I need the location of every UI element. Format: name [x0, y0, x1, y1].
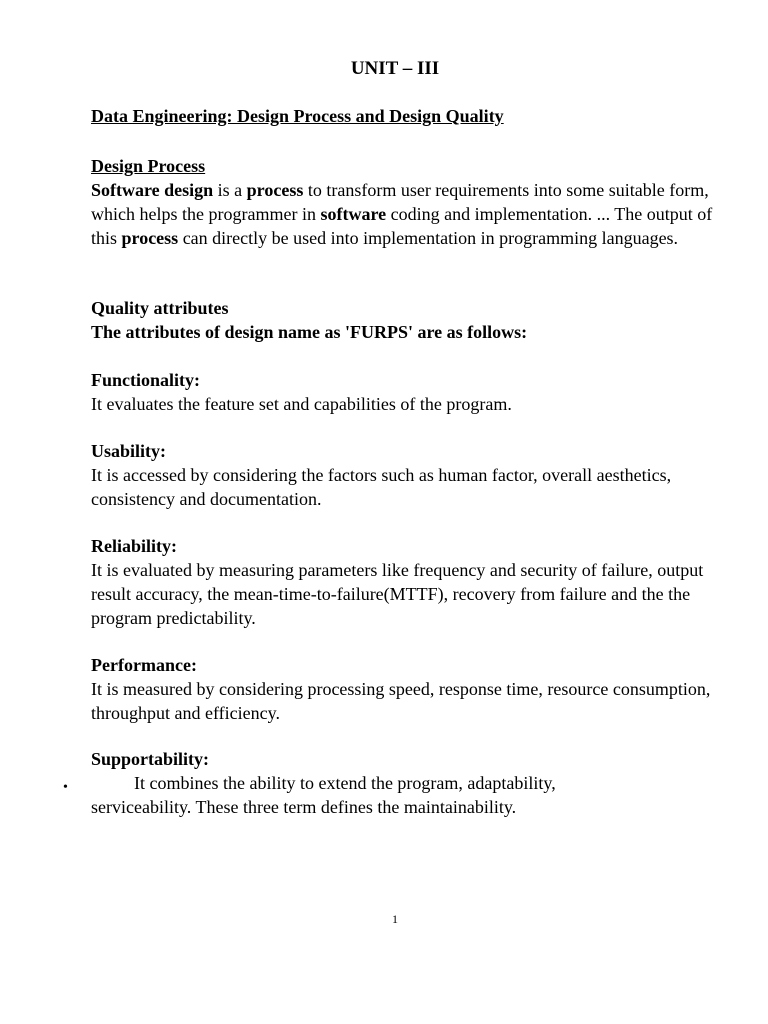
reliability-text: It is evaluated by measuring parameters like frequency and security of failure, output result accuracy, the mean-time-to-failure(MTTF), recovery from failure and the the program predictability.: [91, 560, 704, 628]
performance-text: It is measured by considering processing speed, response time, resource consumption, throughput and efficiency.: [91, 679, 711, 723]
design-process-text: process: [121, 228, 179, 248]
supportability-bullet-text: [91, 771, 731, 819]
page-number: 1: [392, 912, 398, 926]
reliability-section: [91, 534, 731, 630]
supportability-line-1: It combines the ability to extend the program, adaptability,: [134, 773, 556, 793]
performance-section: [91, 653, 731, 725]
document-title: Data Engineering: Design Process and Design Quality: [91, 106, 504, 126]
quality-attributes-heading: Quality attributes: [91, 298, 229, 318]
reliability-heading: Reliability:: [91, 536, 177, 556]
usability-text: It is accessed by considering the factors such as human factor, overall aesthetics, consistency and documentation.: [91, 465, 672, 509]
performance-heading: Performance:: [91, 655, 197, 675]
supportability-heading: Supportability:: [91, 749, 210, 769]
supportability-section: [91, 747, 731, 771]
design-process-text: software: [320, 204, 387, 224]
supportability-line-2: serviceability. These three term defines the maintainability.: [91, 797, 517, 817]
design-process-section: [91, 154, 731, 250]
design-process-text: can directly be used into implementation in programming languages.: [178, 228, 679, 248]
design-process-text: coding and implementation. ... The output of this: [91, 204, 713, 248]
functionality-section: [91, 368, 731, 416]
bullet-dot: •: [63, 780, 68, 795]
usability-heading: Usability:: [91, 441, 167, 461]
design-process-text: is a: [213, 180, 247, 200]
unit-title: UNIT – III: [350, 58, 440, 79]
design-process-text: to transform user requirements into some suitable form, which helps the programmer in: [91, 180, 709, 224]
design-process-paragraph: [91, 178, 731, 250]
design-process-text: Software design: [91, 180, 214, 200]
design-process-text: process: [246, 180, 304, 200]
usability-section: [91, 439, 731, 511]
functionality-text: It evaluates the feature set and capabilities of the program.: [91, 394, 512, 414]
design-process-heading: Design Process: [91, 156, 206, 176]
quality-attributes-section: [91, 296, 731, 344]
furps-subheading: The attributes of design name as 'FURPS' are as follows:: [91, 322, 528, 342]
functionality-heading: Functionality:: [91, 370, 201, 390]
